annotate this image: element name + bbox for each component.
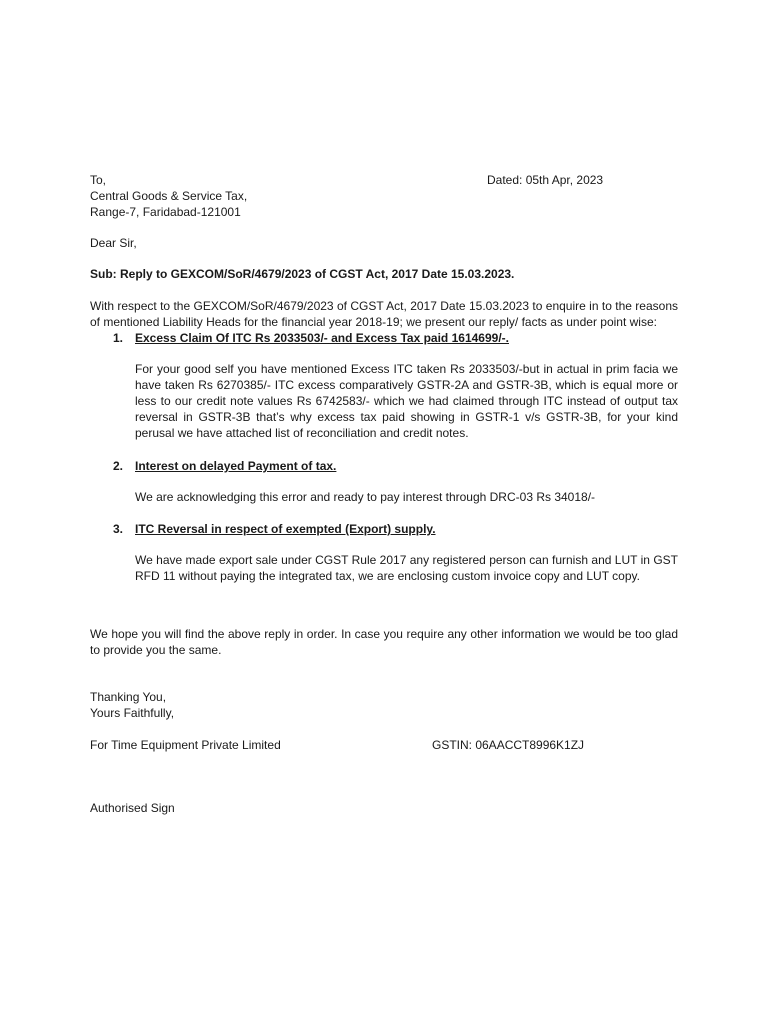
- point-2-heading: Interest on delayed Payment of tax.: [135, 459, 337, 473]
- address-line-2: Range-7, Faridabad-121001: [90, 205, 241, 219]
- point-3-number: 3.: [113, 522, 124, 536]
- point-1-body: For your good self you have mentioned Excess ITC taken Rs 2033503/-but in actual in prim facia we have taken Rs 6270385/- ITC excess comparatively GSTR-2A and GSTR-3B, which is equal more or less to our credit note values Rs 6742583/- which we had claimed through ITC instead of output tax reversal in GSTR-3B that’s why excess tax paid showing in GSTR-1 v/s GSTR-3B, for your kind perusal we have attached list of reconciliation and credit notes.: [135, 362, 678, 440]
- to-line: To,: [90, 173, 107, 187]
- point-1-number: 1.: [113, 331, 124, 345]
- intro-paragraph: With respect to the GEXCOM/SoR/4679/2023 of CGST Act, 2017 Date 15.03.2023 to enquire in to the reasons of mentioned Liability Heads for the financial year 2018-19; we present our reply/ facts as under point wise:: [90, 299, 678, 329]
- address-line-1: Central Goods & Service Tax,: [90, 189, 248, 203]
- authorised-sign: Authorised Sign: [90, 801, 175, 815]
- salutation: Dear Sir,: [90, 236, 137, 250]
- subject-line: Sub: Reply to GEXCOM/SoR/4679/2023 of CGST Act, 2017 Date 15.03.2023.: [90, 267, 515, 281]
- point-3-heading: ITC Reversal in respect of exempted (Export) supply.: [135, 522, 436, 536]
- company-name: For Time Equipment Private Limited: [90, 738, 281, 752]
- yours-faithfully-line: Yours Faithfully,: [90, 706, 175, 720]
- letter-date: Dated: 05th Apr, 2023: [487, 173, 604, 187]
- point-3-body: We have made export sale under CGST Rule 2017 any registered person can furnish and LUT in GST RFD 11 without paying the integrated tax, we are enclosing custom invoice copy and LUT copy.: [135, 553, 678, 583]
- point-1-heading: Excess Claim Of ITC Rs 2033503/- and Excess Tax paid 1614699/-.: [135, 331, 509, 345]
- closing-paragraph: We hope you will find the above reply in order. In case you require any other information we would be too glad to provide you the same.: [90, 627, 678, 657]
- thanking-line: Thanking You,: [90, 690, 167, 704]
- point-2-number: 2.: [113, 459, 124, 473]
- gstin: GSTIN: 06AACCT8996K1ZJ: [432, 738, 585, 752]
- point-2-body: We are acknowledging this error and ready to pay interest through DRC-03 Rs 34018/-: [135, 490, 596, 504]
